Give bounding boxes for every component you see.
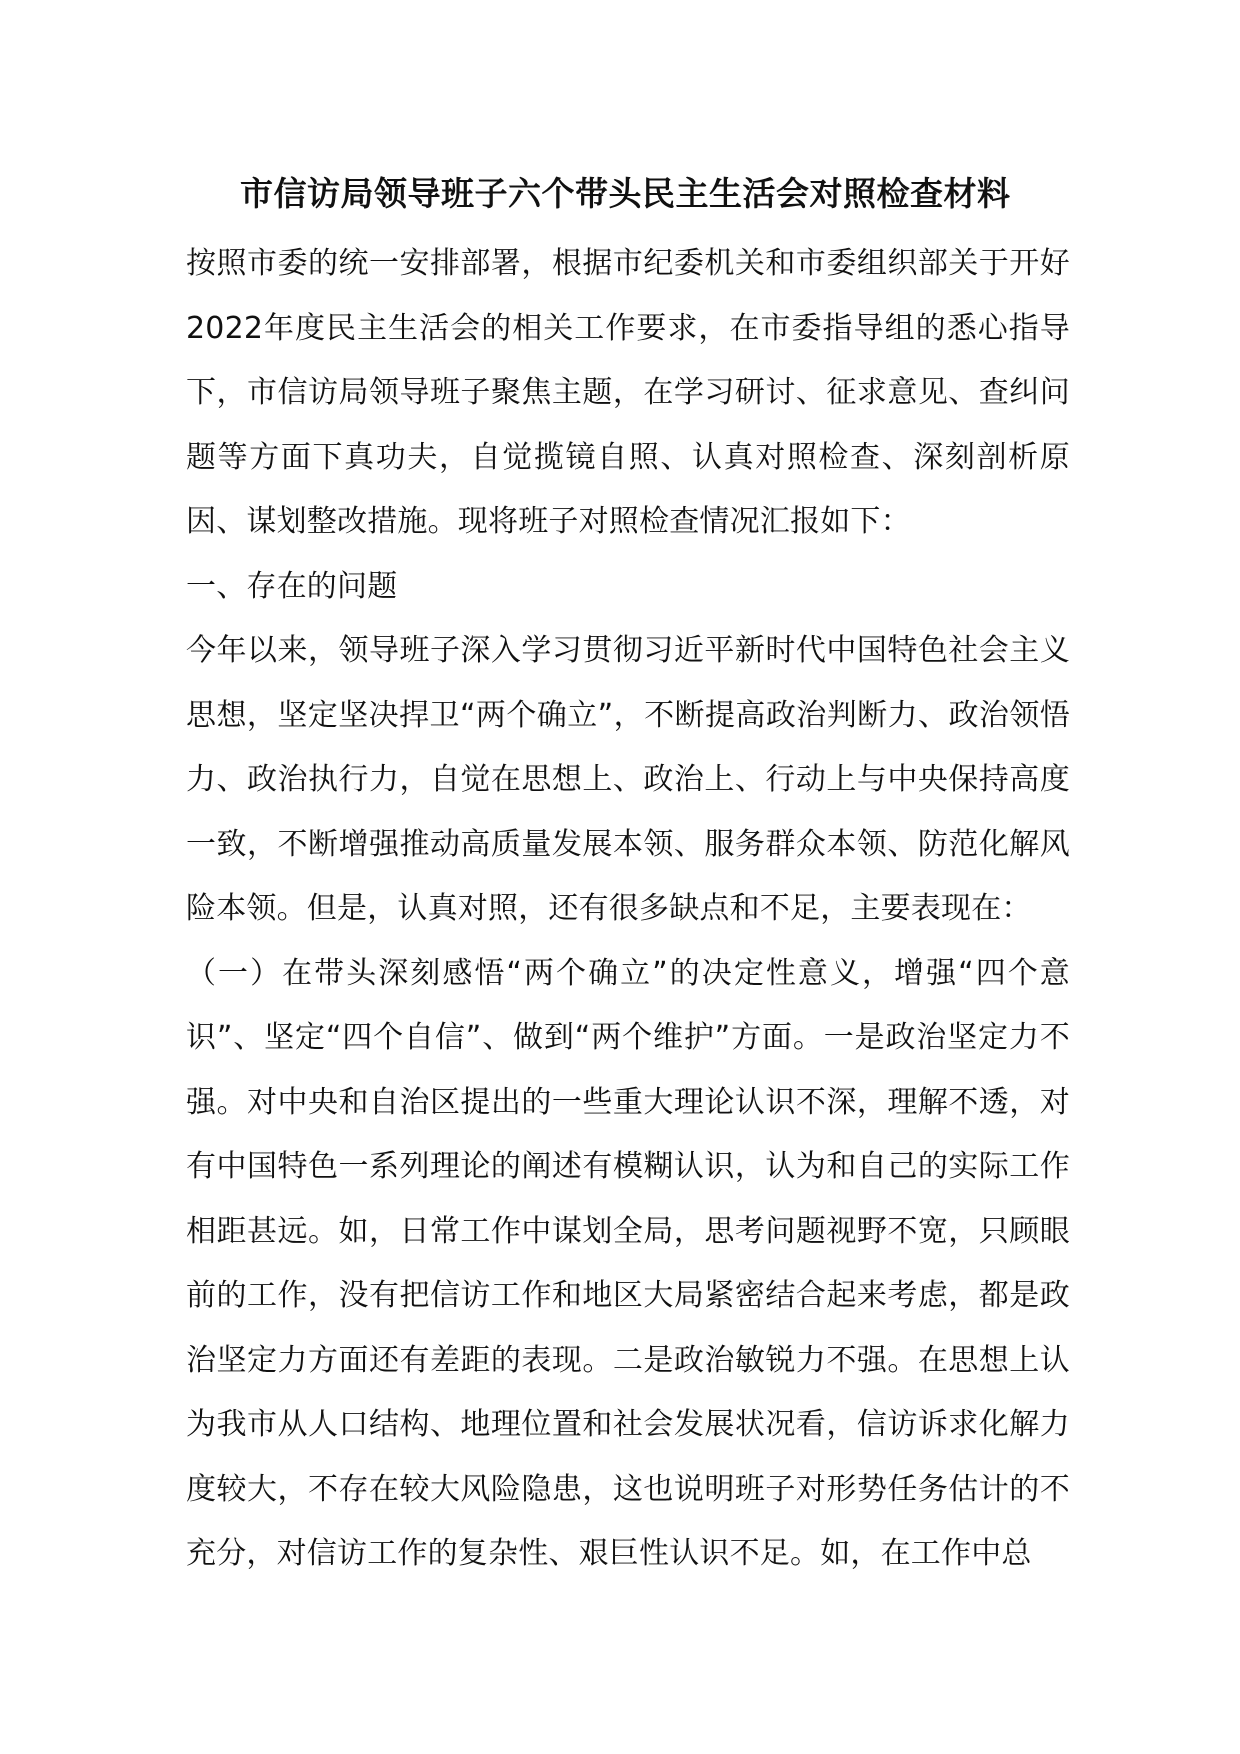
subsection-one-paragraph: （一）在带头深刻感悟“两个确立”的决定性意义，增强“四个意识”、坚定“四个自信”、做到“两个维护”方面。一是政治坚定力不强。对中央和自治区提出的一些重大理论认识不深，理解不透，对有中国特色一系列理论的阐述有模糊认识，认为和自己的实际工作相距甚远。如，日常工作中谋划全局，思考问题视野不宽，只顾眼前的工作，没有把信访工作和地区大局紧密结合起来考虑，都是政治坚定力方面还有差距的表现。二是政治敏锐力不强。在思想上认为我市从人口结构、地理位置和社会发展状况看，信访诉求化解力度较大，不存在较大风险隐患，这也说明班子对形势任务估计的不充分，对信访工作的复杂性、艰巨性认识不足。如，在工作中总 (186, 955, 1070, 1571)
overview-paragraph: 今年以来，领导班子深入学习贯彻习近平新时代中国特色社会主义思想，坚定坚决捍卫“两个确立”，不断提高政治判断力、政治领悟力、政治执行力，自觉在思想上、政治上、行动上与中央保持高度一致，不断增强推动高质量发展本领、服务群众本领、防范化解风险本领。但是，认真对照，还有很多缺点和不足，主要表现在： (186, 633, 1070, 926)
document-body (186, 232, 1070, 1587)
document-title: 市信访局领导班子六个带头民主生活会对照检查材料 (240, 174, 1011, 213)
intro-paragraph: 按照市委的统一安排部署，根据市纪委机关和市委组织部关于开好2022年度民主生活会的相关工作要求，在市委指导组的悉心指导下，市信访局领导班子聚焦主题，在学习研讨、征求意见、查纠问题等方面下真功夫，自觉揽镜自照、认真对照检查、深刻剖析原因、谋划整改措施。现将班子对照检查情况汇报如下： (186, 246, 1070, 539)
section-heading-problems: 一、存在的问题 (186, 568, 398, 604)
